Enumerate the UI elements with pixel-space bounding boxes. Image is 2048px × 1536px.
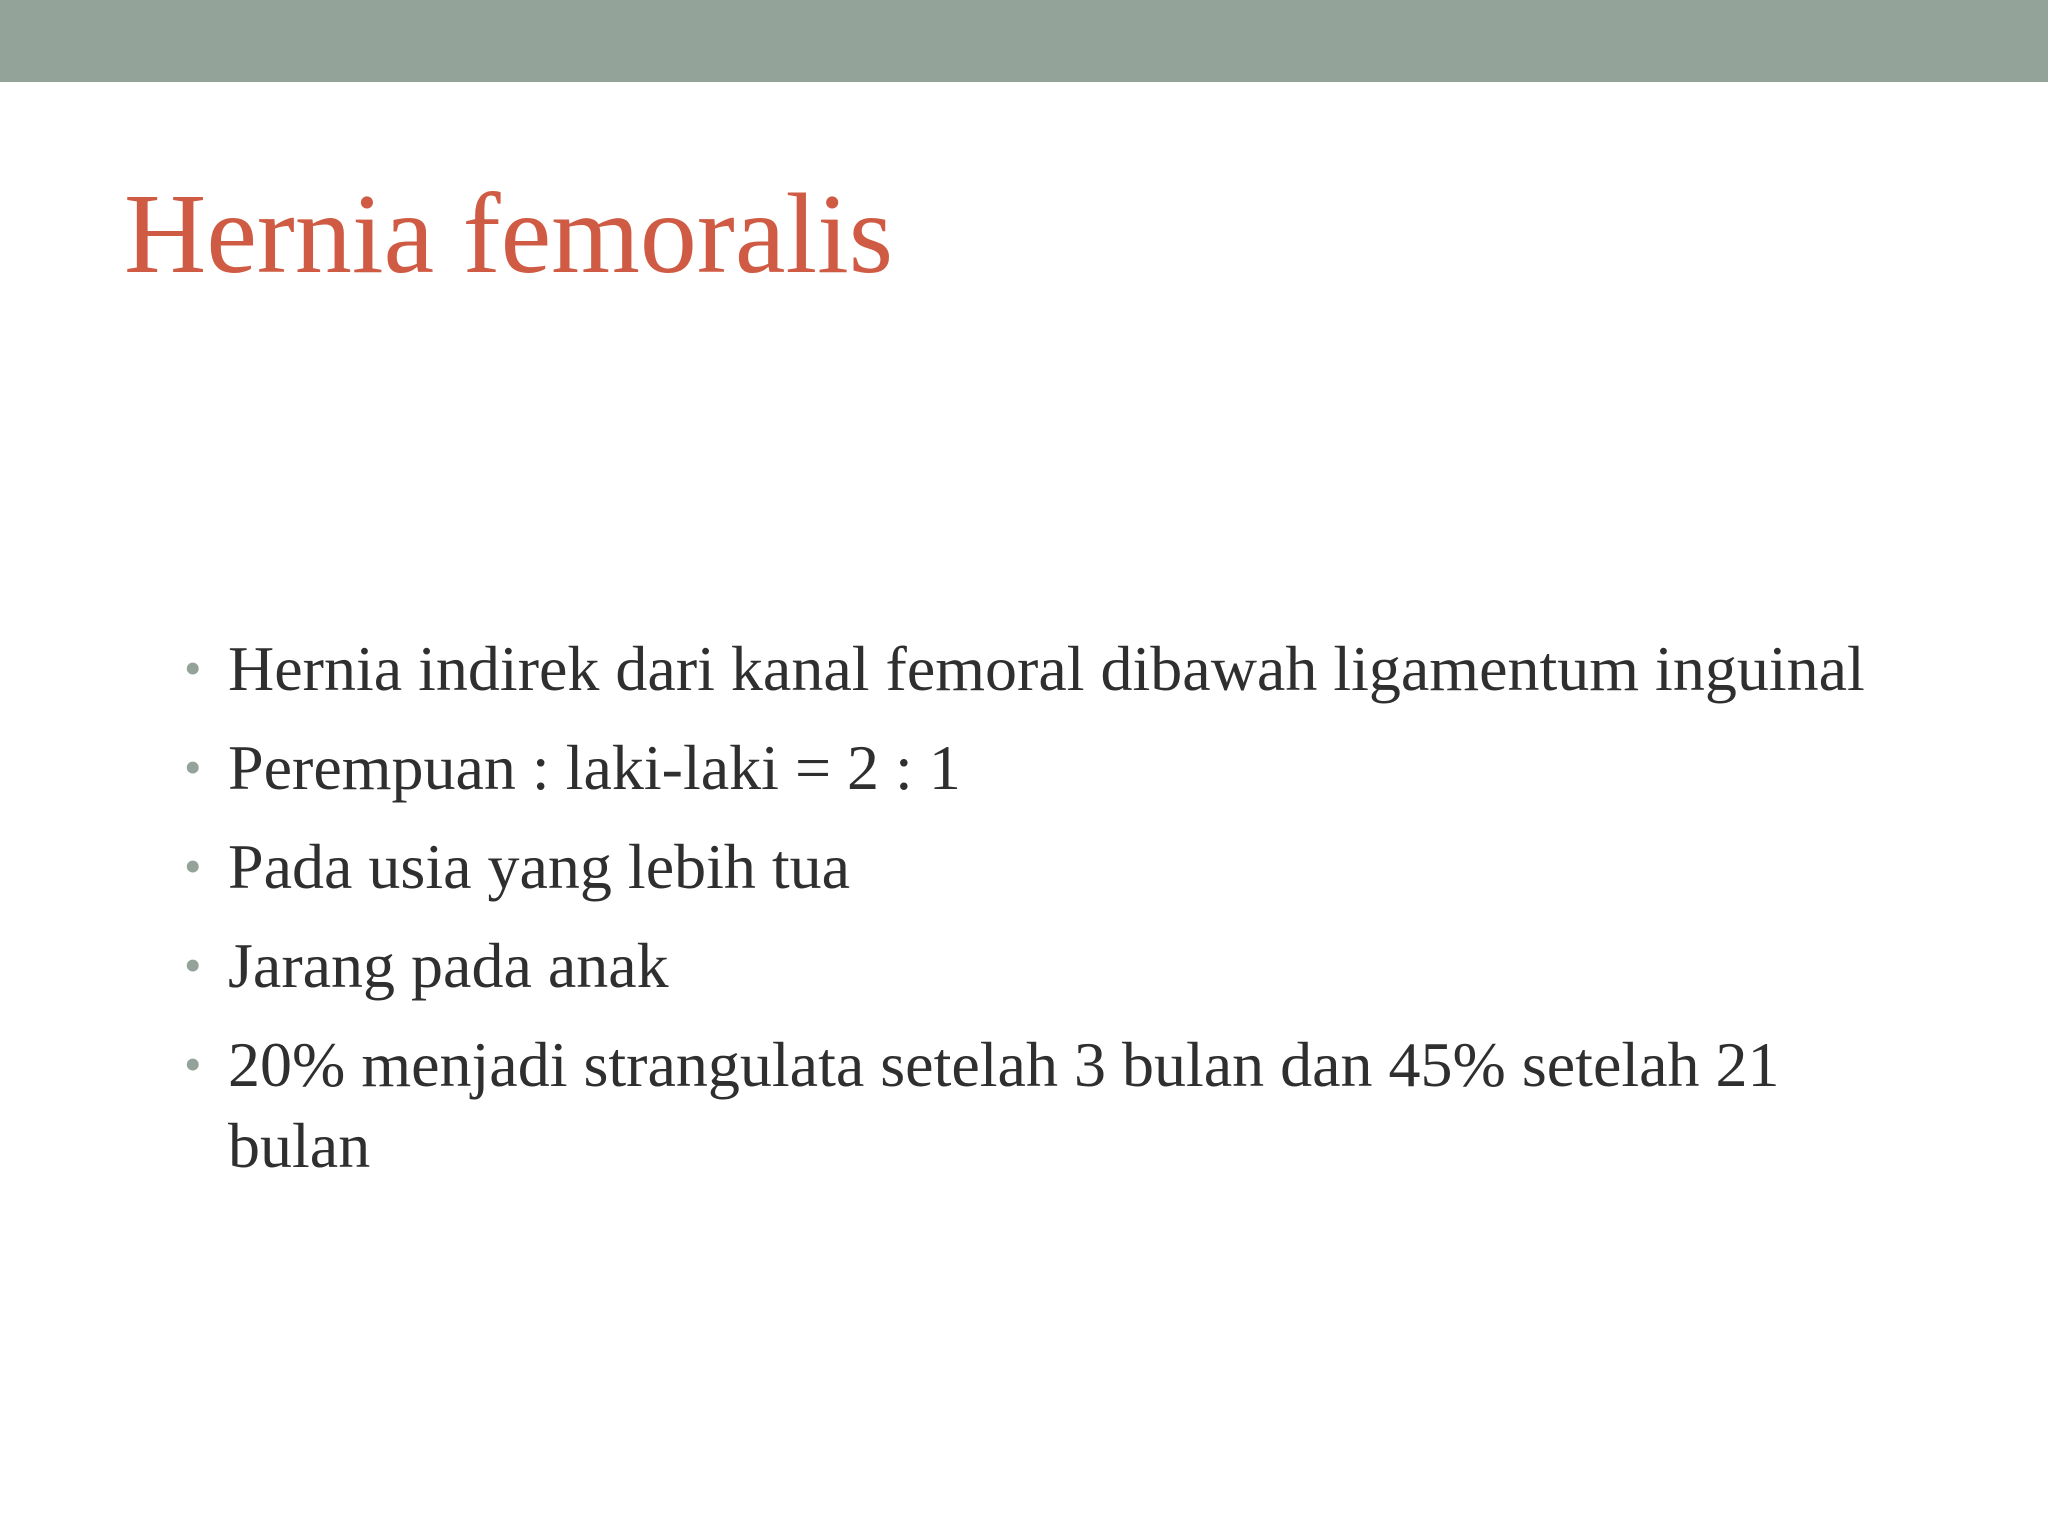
- bullet-text: 20% menjadi strangulata setelah 3 bulan dan 45% setelah 21 bulan: [228, 1029, 1780, 1181]
- bullet-item: [184, 727, 1884, 808]
- bullet-icon: •: [184, 640, 202, 696]
- bullet-icon: •: [184, 937, 202, 993]
- bullet-item: [184, 1024, 1884, 1186]
- bullet-item: [184, 925, 1884, 1006]
- bullet-text: Jarang pada anak: [228, 930, 669, 1001]
- top-accent-bar: [0, 0, 2048, 82]
- bullet-item: [184, 628, 1884, 709]
- bullet-text: Pada usia yang lebih tua: [228, 831, 851, 902]
- bullet-icon: •: [184, 739, 202, 795]
- bullet-item: [184, 826, 1884, 907]
- bullet-list: [184, 628, 1884, 1204]
- bullet-icon: •: [184, 1036, 202, 1092]
- bullet-text: Hernia indirek dari kanal femoral dibawah ligamentum inguinal: [228, 633, 1865, 704]
- bullet-icon: •: [184, 838, 202, 894]
- slide-title: Hernia femoralis: [124, 170, 894, 297]
- bullet-text: Perempuan : laki-laki = 2 : 1: [228, 732, 961, 803]
